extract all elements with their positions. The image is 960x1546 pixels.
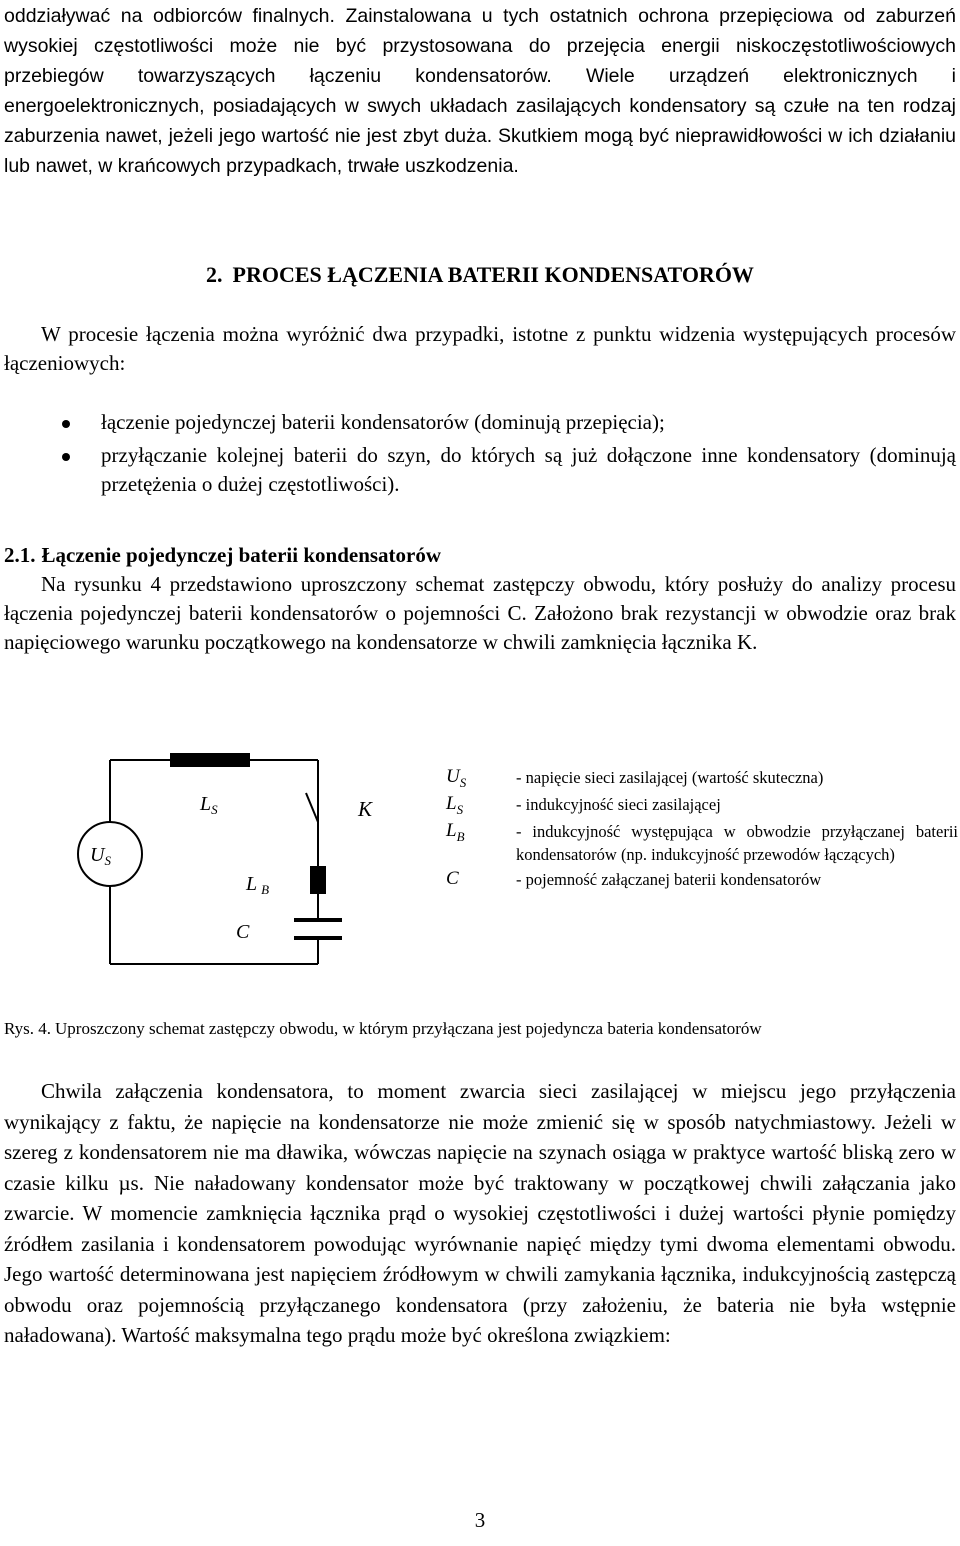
subsection-paragraph: Na rysunku 4 przedstawiono uproszczony schemat zastępczy obwodu, który posłuży do analizy procesu łączenia pojedynczej baterii kondensatorów o pojemności C. Założono brak rezystancji w obwodzie oraz brak napięciowego warunku początkowego na kondensatorze w chwili zamknięcia łącznika K. bbox=[4, 572, 956, 654]
source-label: $U_S$ bbox=[90, 844, 111, 868]
subsection-number: 2.1. bbox=[4, 543, 36, 567]
list-item bbox=[4, 408, 956, 437]
intro-paragraph: oddziaływać na odbiorców finalnych. Zainstalowana u tych ostatnich ochrona przepięciowa od zaburzeń wysokiej częstotliwości może nie być przystosowana do przejęcia energii niskoczęstotliwościowych przebiegów towarzyszących łączeniu kondensatorów. Wiele urządzeń elektronicznych i energoelektronicznych, posiadających w swych układach zasilających kondensatory są czułe na ten rodzaj zaburzenia nawet, jeżeli jego wartość nie jest zbyt duża. Skutkiem mogą być nieprawidłowości w ich działaniu lub nawet, w krańcowych przypadkach, trwałe uszkodzenia. bbox=[4, 5, 956, 177]
bullet-text: łączenie pojedynczej baterii kondensatorów (dominują przepięcia); bbox=[101, 410, 665, 434]
section-heading bbox=[0, 262, 960, 288]
legend-row bbox=[446, 793, 958, 818]
legend-description: - indukcyjność sieci zasilającej bbox=[516, 794, 721, 814]
legend-description: - napięcie sieci zasilającej (wartość skuteczna) bbox=[516, 768, 824, 787]
bullet-icon bbox=[62, 453, 70, 461]
subsection-heading bbox=[4, 543, 441, 568]
inductor-ls-icon bbox=[170, 753, 250, 767]
figure-legend bbox=[446, 766, 958, 894]
bullet-text: przyłączanie kolejnej baterii do szyn, do których są już dołączone inne kondensatory (dominują przetężenia o dużej częstotliwości). bbox=[101, 443, 956, 496]
lb-label: L $_B$ bbox=[246, 873, 270, 897]
bullet-icon bbox=[62, 420, 70, 428]
switch-k-blade bbox=[306, 793, 318, 822]
legend-row bbox=[446, 766, 958, 791]
c-label: C bbox=[236, 921, 250, 943]
page-number: 3 bbox=[474, 1508, 486, 1532]
caption-number: Rys. 4. bbox=[4, 1019, 52, 1038]
legend-symbol: C bbox=[446, 867, 459, 889]
final-paragraph: Chwila załączenia kondensatora, to moment zwarcia sieci zasilającej w miejscu jego przyłączenia wynikający z faktu, że napięcie na kondensatorze nie może zmienić się w sposób natychmiastowy. Jeżeli w szereg z kondensatorem nie ma dławika, wówczas napięcie na szynach osiąga w praktyce wartość bliską zero w czasie kilku µs. Nie naładowany kondensator może być traktowany w początkowej chwili załączania jako zwarcie. W momencie zamknięcia łącznika prąd o wysokiej częstotliwości i dużej wartości płynie pomiędzy źródłem zasilania i kondensatorem powodując wyrównanie napięć między tymi dwoma elementami obwodu. Jego wartość determinowana jest napięciem źródłowym w chwili zamykania łącznika, indukcyjnością zastępczą obwodu oraz pojemnością przyłączanego kondensatora (przy założeniu, że bateria nie była wstępnie naładowana). Wartość maksymalna tego prądu może być określona związkiem: bbox=[4, 1079, 956, 1347]
inductor-lb-icon bbox=[310, 866, 326, 894]
legend-symbol: $L_B$ bbox=[446, 819, 465, 844]
legend-symbol: $U_S$ bbox=[446, 766, 467, 790]
bullet-list bbox=[4, 408, 956, 503]
section-intro: W procesie łączenia można wyróżnić dwa przypadki, istotne z punktu widzenia występujących procesów łączeniowych: bbox=[4, 322, 956, 375]
caption-text: Uproszczony schemat zastępczy obwodu, w którym przyłączana jest pojedyncza bateria kondensatorów bbox=[55, 1019, 762, 1038]
ls-label: $L_S$ bbox=[200, 793, 218, 817]
k-label: K bbox=[358, 797, 373, 821]
section-number: 2. bbox=[206, 262, 223, 287]
circuit-diagram bbox=[60, 740, 420, 990]
subsection-title: Łączenie pojedynczej baterii kondensatorów bbox=[41, 543, 442, 567]
legend-row bbox=[446, 868, 958, 893]
legend-description: - indukcyjność występująca w obwodzie przyłączanej baterii kondensatorów (np. indukcyjność przewodów łączących) bbox=[516, 821, 958, 864]
legend-row bbox=[446, 820, 958, 866]
figure-caption bbox=[4, 1019, 956, 1039]
legend-symbol: $L_S$ bbox=[446, 792, 464, 817]
legend-description: - pojemność załączanej baterii kondensatorów bbox=[516, 869, 822, 889]
list-item bbox=[4, 441, 956, 499]
section-title: PROCES ŁĄCZENIA BATERII KONDENSATORÓW bbox=[232, 262, 754, 287]
